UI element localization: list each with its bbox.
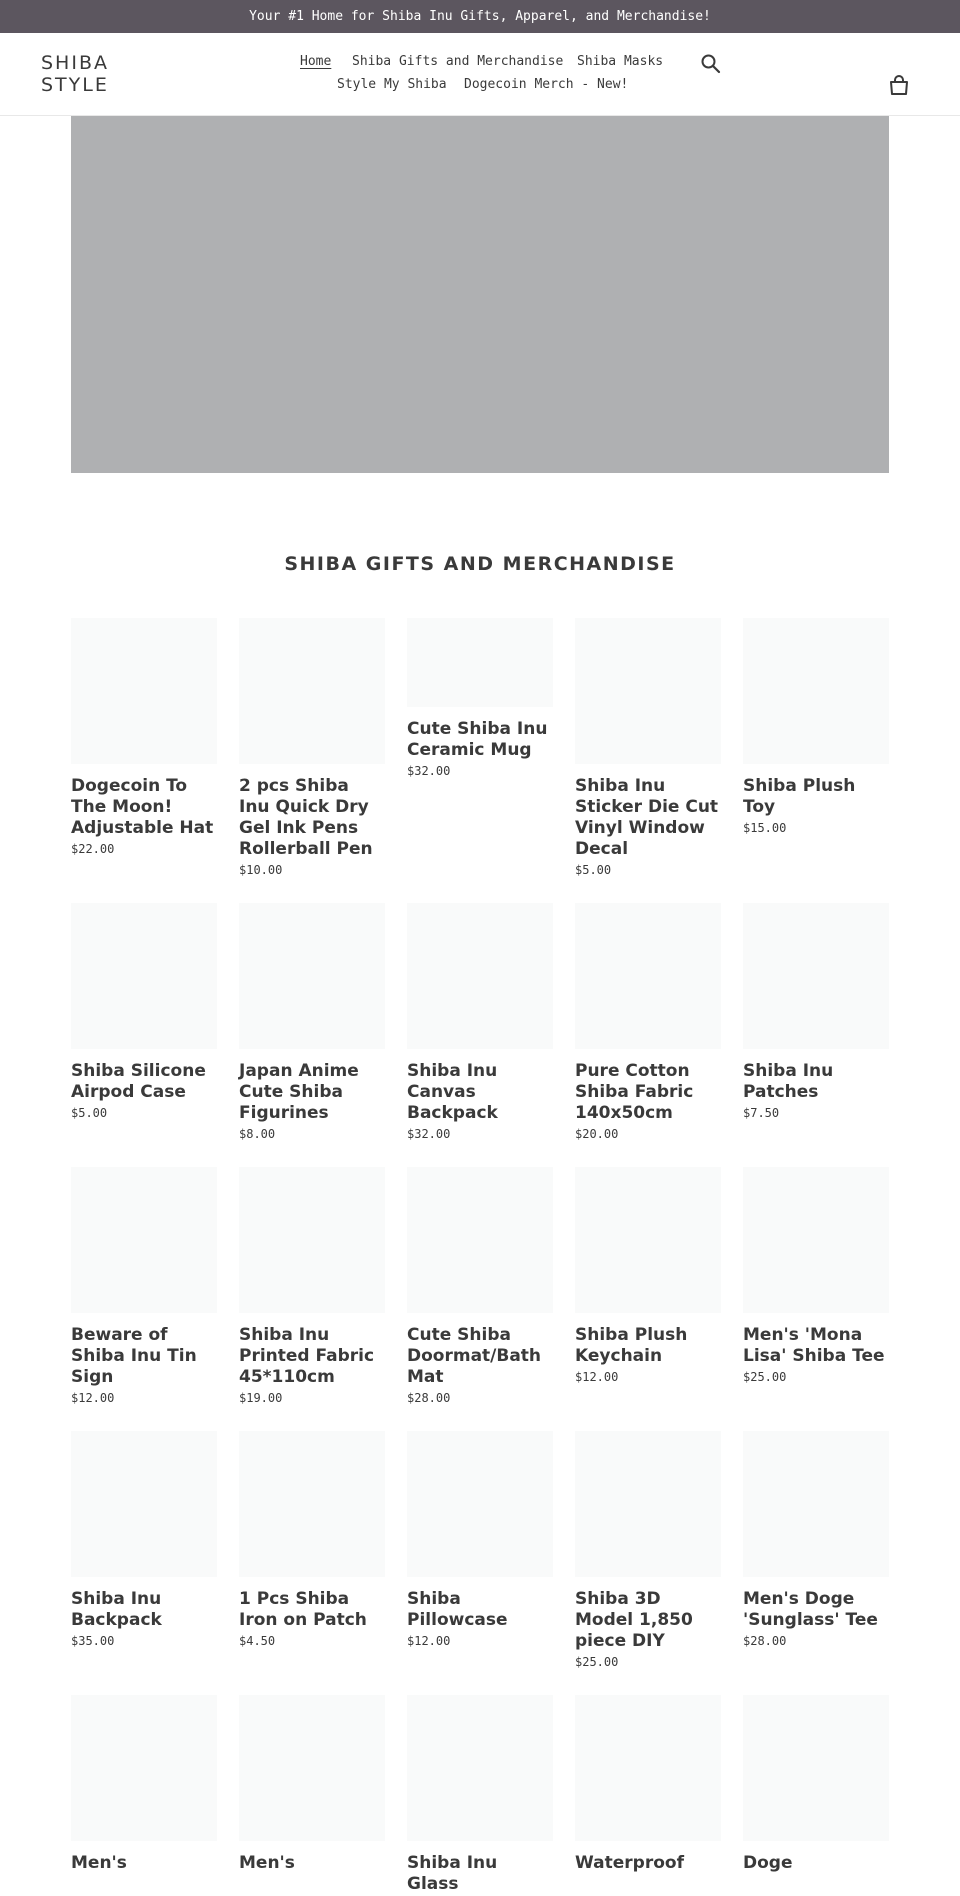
product-title[interactable]: Shiba Inu Backpack <box>71 1589 162 1630</box>
product-card[interactable] <box>239 1167 385 1407</box>
product-title[interactable]: Shiba Plush Toy <box>743 776 856 817</box>
product-price: $28.00 <box>743 1634 787 1648</box>
product-title[interactable]: Men's <box>71 1853 127 1873</box>
nav-dogecoin-merch[interactable]: Dogecoin Merch - New! <box>464 77 629 92</box>
product-title[interactable]: Cute Shiba Inu Ceramic Mug <box>407 719 548 760</box>
product-image[interactable] <box>239 618 385 764</box>
product-card[interactable] <box>743 1167 889 1386</box>
section-title: SHIBA GIFTS AND MERCHANDISE <box>284 553 676 575</box>
product-title[interactable]: Cute Shiba Doormat/Bath Mat <box>407 1325 542 1387</box>
product-title[interactable]: Men's 'Mona Lisa' Shiba Tee <box>743 1325 885 1366</box>
product-title[interactable]: Shiba 3D Model 1,850 piece DIY <box>575 1589 693 1651</box>
product-price: $35.00 <box>71 1634 115 1648</box>
nav-home[interactable]: Home <box>300 54 332 69</box>
logo-line-2: STYLE <box>41 74 109 96</box>
product-price: $8.00 <box>239 1127 276 1141</box>
site-logo[interactable] <box>41 52 109 96</box>
product-title[interactable]: Shiba Inu Sticker Die Cut Vinyl Window Decal <box>575 776 719 859</box>
product-image[interactable] <box>407 1695 553 1841</box>
product-image[interactable] <box>743 1695 889 1841</box>
product-card[interactable] <box>575 903 721 1143</box>
product-image[interactable] <box>71 1431 217 1577</box>
product-price: $20.00 <box>575 1127 619 1141</box>
product-card[interactable] <box>407 1431 553 1650</box>
product-image[interactable] <box>743 903 889 1049</box>
product-title[interactable]: Dogecoin To The Moon! Adjustable Hat <box>71 776 214 838</box>
product-image[interactable] <box>743 618 889 764</box>
product-title[interactable]: Shiba Plush Keychain <box>575 1325 688 1366</box>
product-card[interactable] <box>743 1431 889 1650</box>
product-image[interactable] <box>407 903 553 1049</box>
hero-banner[interactable] <box>71 116 889 473</box>
product-image[interactable] <box>239 1167 385 1313</box>
nav-shiba-masks[interactable]: Shiba Masks <box>577 54 664 69</box>
product-title[interactable]: Men's <box>239 1853 295 1873</box>
product-title[interactable]: Shiba Inu Printed Fabric 45*110cm <box>239 1325 375 1387</box>
product-title[interactable]: Waterproof <box>575 1853 684 1873</box>
product-image[interactable] <box>239 903 385 1049</box>
product-card[interactable] <box>575 1167 721 1386</box>
product-image[interactable] <box>71 618 217 764</box>
product-price: $4.50 <box>239 1634 276 1648</box>
product-price: $5.00 <box>575 863 612 877</box>
product-card[interactable] <box>743 903 889 1122</box>
product-image[interactable] <box>575 618 721 764</box>
product-title[interactable]: Shiba Inu Patches <box>743 1061 834 1102</box>
product-image[interactable] <box>407 618 553 707</box>
product-title[interactable]: 1 Pcs Shiba Iron on Patch <box>239 1589 367 1630</box>
product-image[interactable] <box>575 1167 721 1313</box>
product-card[interactable] <box>575 1695 721 1875</box>
product-card[interactable] <box>743 618 889 837</box>
product-image[interactable] <box>407 1431 553 1577</box>
product-price: $7.50 <box>743 1106 780 1120</box>
product-card[interactable] <box>239 1695 385 1875</box>
product-image[interactable] <box>575 1431 721 1577</box>
nav-shiba-gifts[interactable]: Shiba Gifts and Merchandise <box>352 54 564 69</box>
product-card[interactable] <box>71 1431 217 1650</box>
product-title[interactable]: Shiba Silicone Airpod Case <box>71 1061 206 1102</box>
search-icon[interactable] <box>700 53 724 77</box>
product-card[interactable] <box>575 618 721 879</box>
product-title[interactable]: Men's Doge 'Sunglass' Tee <box>743 1589 878 1630</box>
product-price: $32.00 <box>407 1127 451 1141</box>
product-image[interactable] <box>743 1167 889 1313</box>
product-image[interactable] <box>71 903 217 1049</box>
product-title[interactable]: Doge <box>743 1853 793 1873</box>
site-header <box>0 33 960 116</box>
product-title[interactable]: Japan Anime Cute Shiba Figurines <box>239 1061 359 1123</box>
announcement-bar: Your #1 Home for Shiba Inu Gifts, Apparel, and Merchandise! <box>0 0 960 33</box>
product-price: $19.00 <box>239 1391 283 1405</box>
logo-line-1: SHIBA <box>41 52 109 74</box>
product-title[interactable]: Pure Cotton Shiba Fabric 140x50cm <box>575 1061 694 1123</box>
product-image[interactable] <box>743 1431 889 1577</box>
nav-style-my-shiba[interactable]: Style My Shiba <box>337 77 447 92</box>
product-card[interactable] <box>407 618 553 780</box>
product-image[interactable] <box>575 903 721 1049</box>
product-image[interactable] <box>239 1695 385 1841</box>
product-card[interactable] <box>743 1695 889 1875</box>
product-price: $5.00 <box>71 1106 108 1120</box>
product-card[interactable] <box>71 1167 217 1407</box>
product-price: $25.00 <box>575 1655 619 1669</box>
product-title[interactable]: Shiba Inu Canvas Backpack <box>407 1061 498 1123</box>
product-card[interactable] <box>71 618 217 858</box>
product-card[interactable] <box>239 1431 385 1650</box>
product-price: $15.00 <box>743 821 787 835</box>
product-image[interactable] <box>71 1167 217 1313</box>
product-price: $28.00 <box>407 1391 451 1405</box>
product-card[interactable] <box>239 618 385 879</box>
product-title[interactable]: 2 pcs Shiba Inu Quick Dry Gel Ink Pens Rollerball Pen <box>239 776 373 859</box>
product-card[interactable] <box>407 1695 553 1896</box>
product-card[interactable] <box>575 1431 721 1671</box>
product-price: $25.00 <box>743 1370 787 1384</box>
product-price: $10.00 <box>239 863 283 877</box>
product-title[interactable]: Shiba Pillowcase <box>407 1589 508 1630</box>
product-price: $32.00 <box>407 764 451 778</box>
product-card[interactable] <box>407 903 553 1143</box>
product-card[interactable] <box>239 903 385 1143</box>
product-price: $12.00 <box>575 1370 619 1384</box>
product-title[interactable]: Beware of Shiba Inu Tin Sign <box>71 1325 197 1387</box>
product-card[interactable] <box>71 903 217 1122</box>
product-price: $12.00 <box>71 1391 115 1405</box>
product-card[interactable] <box>407 1167 553 1407</box>
product-image[interactable] <box>575 1695 721 1841</box>
product-image[interactable] <box>71 1695 217 1841</box>
product-card[interactable] <box>71 1695 217 1875</box>
product-price: $22.00 <box>71 842 115 856</box>
product-price: $12.00 <box>407 1634 451 1648</box>
product-image[interactable] <box>407 1167 553 1313</box>
product-image[interactable] <box>239 1431 385 1577</box>
cart-icon[interactable] <box>888 75 912 99</box>
product-title[interactable]: Shiba Inu Glass <box>407 1853 498 1894</box>
